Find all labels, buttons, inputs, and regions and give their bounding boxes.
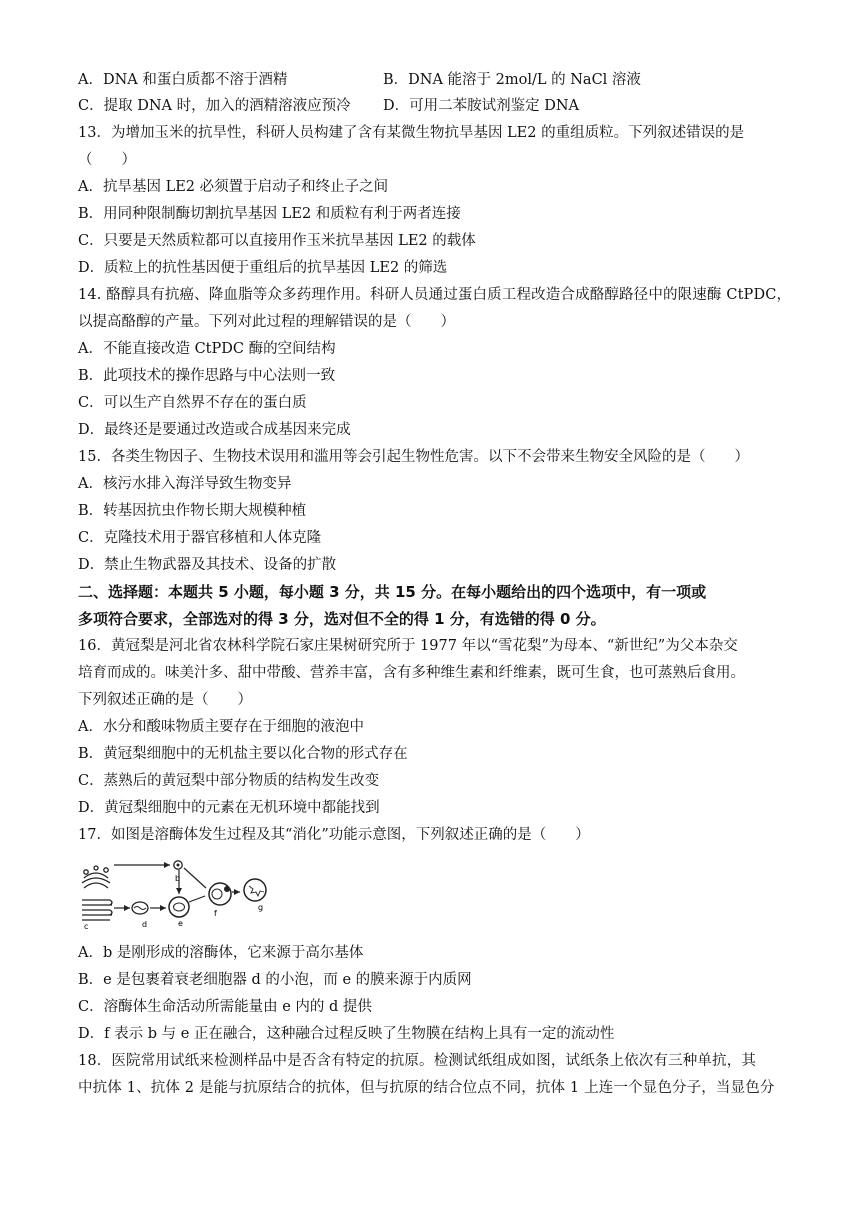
q17-option-a: A．b 是刚形成的溶酶体，它来源于高尔基体 (78, 945, 364, 961)
q17-option-c: C．溶酶体生命活动所需能量由 e 内的 d 提供 (78, 999, 372, 1015)
q16-stem-line3: 下列叙述正确的是（ ） (78, 692, 252, 708)
q16-stem-line2: 培育而成的。味美汁多、甜中带酸、营养丰富，含有多种维生素和纤维素，既可生食，也可蒸熟后食用。 (78, 665, 745, 681)
q16-option-c: C．蒸熟后的黄冠梨中部分物质的结构发生改变 (78, 773, 380, 789)
digesting-vesicle-g (244, 879, 266, 901)
q16-option-d: D．黄冠梨细胞中的元素在无机环境中都能找到 (78, 800, 380, 816)
q17-option-b: B．e 是包裹着衰老细胞器 d 的小泡，而 e 的膜来源于内质网 (78, 972, 472, 988)
golgi-apparatus (82, 866, 110, 888)
q15-option-d: D．禁止生物武器及其技术、设备的扩散 (78, 557, 337, 573)
label-g: g (258, 903, 264, 912)
q18-stem-line2: 中抗体 1、抗体 2 是能与抗原结合的抗体，但与抗原的结合位点不同，抗体 1 上连一个显色分子，当显色分 (78, 1080, 775, 1096)
q14-stem-line1: 14. 酪醇具有抗癌、降血脂等众多药理作用。科研人员通过蛋白质工程改造合成酪醇路径中的限速酶 CtPDC， (78, 287, 792, 303)
q13-stem: 13．为增加玉米的抗旱性，科研人员构建了含有某微生物抗旱基因 LE2 的重组质粒。下列叙述错误的是 (78, 125, 745, 141)
vesicle-e (169, 897, 189, 917)
lysosome-diagram (78, 856, 278, 930)
q15-option-b: B．转基因抗虫作物长期大规模种植 (78, 503, 307, 519)
section2-heading-line2: 多项符合要求，全部选对的得 3 分，选对但不全的得 1 分，有选错的得 0 分。 (78, 610, 606, 628)
q16-option-b: B．黄冠梨细胞中的无机盐主要以化合物的形式存在 (78, 746, 408, 762)
label-c: c (84, 922, 89, 930)
q12-option-c: C．提取 DNA 时，加入的酒精溶液应预冷 (78, 98, 351, 114)
section2-heading-line1: 二、选择题：本题共 5 小题，每小题 3 分，共 15 分。在每小题给出的四个选项中，有一项或 (78, 583, 707, 601)
q15-option-c: C．克隆技术用于器官移植和人体克隆 (78, 530, 322, 546)
q15-stem: 15．各类生物因子、生物技术误用和滥用等会引起生物性危害。以下不会带来生物安全风险的是（ ） (78, 449, 749, 465)
q18-stem-line1: 18．医院常用试纸来检测样品中是否含有特定的抗原。检测试纸组成如图，试纸条上依次有三种单抗，其 (78, 1053, 756, 1069)
q16-stem-line1: 16．黄冠梨是河北省农林科学院石家庄果树研究所于 1977 年以“雪花梨”为母本、“新世纪”为父本杂交 (78, 638, 738, 654)
q14-stem-line2: 以提高酪醇的产量。下列对此过程的理解错误的是（ ） (78, 314, 455, 330)
label-b: b (175, 874, 181, 883)
q13-option-b: B．用同种限制酶切割抗旱基因 LE2 和质粒有利于两者连接 (78, 206, 461, 222)
q14-option-c: C．可以生产自然界不存在的蛋白质 (78, 395, 307, 411)
q13-option-a: A．抗旱基因 LE2 必须置于启动子和终止子之间 (78, 179, 389, 195)
q14-option-b: B．此项技术的操作思路与中心法则一致 (78, 368, 336, 384)
endoplasmic-reticulum (82, 900, 112, 920)
q15-option-a: A．核污水排入海洋导致生物变异 (78, 476, 292, 492)
q14-option-d: D．最终还是要通过改造或合成基因来完成 (78, 422, 351, 438)
q13-option-c: C．只要是天然质粒都可以直接用作玉米抗旱基因 LE2 的载体 (78, 233, 476, 249)
q13-option-d: D．质粒上的抗性基因便于重组后的抗旱基因 LE2 的筛选 (78, 260, 448, 276)
q13-stem-paren: （ ） (78, 152, 136, 168)
q14-option-a: A．不能直接改造 CtPDC 酶的空间结构 (78, 341, 336, 357)
label-d: d (142, 920, 148, 929)
q17-stem: 17．如图是溶酶体发生过程及其“消化”功能示意图，下列叙述正确的是（ ） (78, 827, 590, 843)
label-f: f (214, 909, 217, 918)
q12-option-b: B．DNA 能溶于 2mol/L 的 NaCl 溶液 (383, 72, 641, 88)
q17-option-d: D．f 表示 b 与 e 正在融合，这种融合过程反映了生物膜在结构上具有一定的流动性 (78, 1026, 615, 1042)
label-e: e (178, 919, 183, 928)
q12-option-a: A．DNA 和蛋白质都不溶于酒精 (78, 72, 288, 88)
q16-option-a: A．水分和酸味物质主要存在于细胞的液泡中 (78, 719, 364, 735)
q12-option-d: D．可用二苯胺试剂鉴定 DNA (383, 98, 580, 114)
